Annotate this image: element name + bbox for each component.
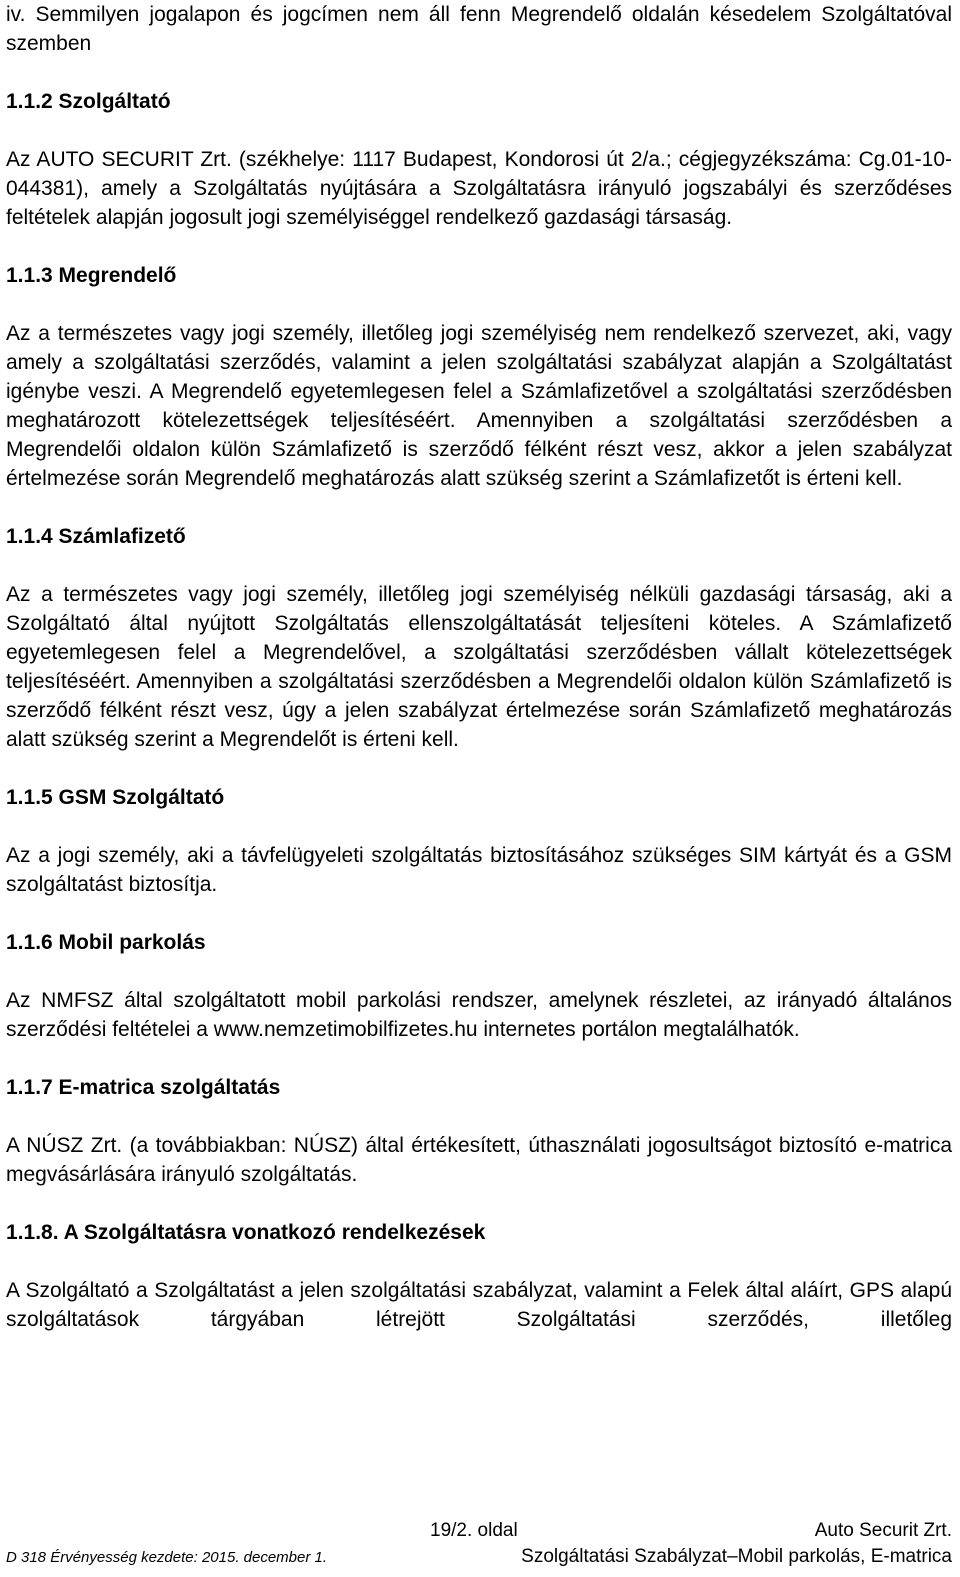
footer-page-number: 19/2. oldal	[430, 1520, 518, 1541]
paragraph-e-matrica: A NÚSZ Zrt. (a továbbiakban: NÚSZ) által értékesített, úthasználati jogosultságot biztosító e-matrica megvásárlására irányuló szolgáltatás.	[6, 1134, 952, 1186]
paragraph-iv: iv. Semmilyen jogalapon és jogcímen nem áll fenn Megrendelő oldalán késedelem Szolgáltatóval szemben	[6, 3, 952, 55]
paragraph-rendelkezesek: A Szolgáltató a Szolgáltatást a jelen szolgáltatási szabályzat, valamint a Felek által aláírt, GPS alapú szolgáltatások tárgyában létrejött Szolgáltatási szerződés, illetőleg	[6, 1279, 952, 1331]
paragraph-megrendelo: Az a természetes vagy jogi személy, illetőleg jogi személyiség nem rendelkező szervezet, aki, vagy amely a szolgáltatási szerződés, valamint a jelen szolgáltatási szabályzat alapján a Szolgáltatást igénybe veszi. A Megrendelő egyetemlegesen felel a Számlafizetővel a szolgáltatási szerződésben meghatározott kötelezettségek teljesítéséért. Amennyiben a szolgáltatási szerződésben a Megrendelői oldalon külön Számlafizető is szerződő félként részt vesz, akkor a jelen szabályzat értelmezése során Megrendelő meghatározás alatt szükség szerint a Számlafizetőt is érteni kell.	[6, 322, 952, 490]
footer-document-title: Szolgáltatási Szabályzat–Mobil parkolás, E-matrica	[521, 1546, 952, 1567]
heading-gsm-szolgaltato: 1.1.5 GSM Szolgáltató	[6, 786, 225, 809]
heading-szamlafizeto: 1.1.4 Számlafizető	[6, 525, 186, 548]
heading-rendelkezesek: 1.1.8. A Szolgáltatásra vonatkozó rendelkezések	[6, 1221, 486, 1244]
heading-szolgaltato: 1.1.2 Szolgáltató	[6, 90, 171, 113]
paragraph-szolgaltato: Az AUTO SECURIT Zrt. (székhelye: 1117 Budapest, Kondorosi út 2/a.; cégjegyzékszáma: Cg.01-10-044381), amely a Szolgáltatás nyújtására a Szolgáltatásra irányuló jogszabályi és szerződéses feltételek alapján jogosult jogi személyiséggel rendelkező gazdasági társaság.	[6, 148, 952, 229]
heading-e-matrica: 1.1.7 E-matrica szolgáltatás	[6, 1076, 281, 1099]
paragraph-szamlafizeto: Az a természetes vagy jogi személy, illetőleg jogi személyiség nélküli gazdasági társaság, aki a Szolgáltató által nyújtott Szolgáltatás ellenszolgáltatását teljesíteni köteles. A Számlafizető egyetemlegesen felel a Megrendelővel, a szolgáltatási szerződésben vállalt kötelezettségek teljesítéséért. Amennyiben a szolgáltatási szerződésben a Megrendelői oldalon külön Számlafizető is szerződő félként részt vesz, úgy a jelen szabályzat értelmezése során Számlafizető meghatározás alatt szükség szerint a Megrendelőt is érteni kell.	[6, 583, 952, 751]
page-footer	[0, 1517, 960, 1577]
heading-mobil-parkolas: 1.1.6 Mobil parkolás	[6, 931, 206, 954]
footer-document-code: D 318 Érvényesség kezdete: 2015. december 1.	[6, 1549, 328, 1566]
paragraph-gsm-szolgaltato: Az a jogi személy, aki a távfelügyeleti szolgáltatás biztosításához szükséges SIM kártyát és a GSM szolgáltatást biztosítja.	[6, 844, 952, 896]
document-page	[6, 0, 952, 1334]
heading-megrendelo: 1.1.3 Megrendelő	[6, 264, 177, 287]
paragraph-mobil-parkolas: Az NMFSZ által szolgáltatott mobil parkolási rendszer, amelynek részletei, az irányadó általános szerződési feltételei a www.nemzetimobilfizetes.hu internetes portálon megtalálhatók.	[6, 989, 952, 1041]
footer-company: Auto Securit Zrt.	[814, 1520, 952, 1541]
